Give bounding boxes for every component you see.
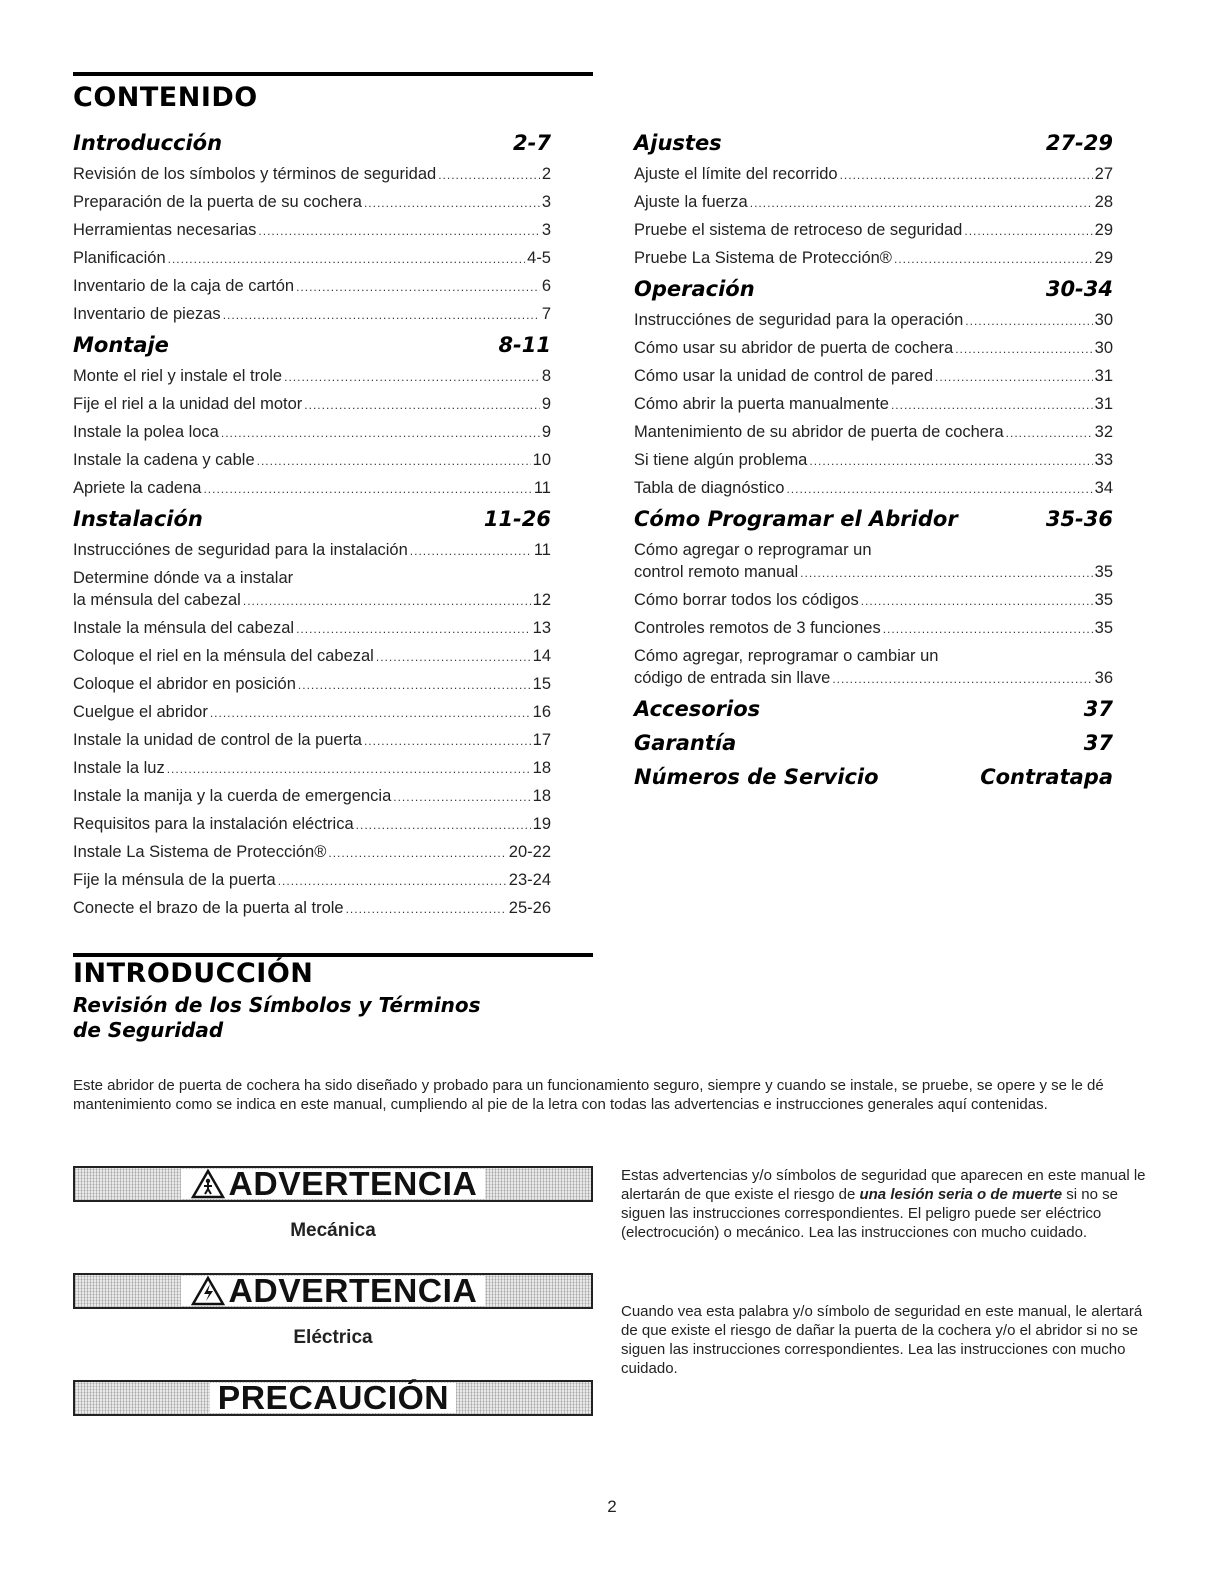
dot-leader: [410, 537, 532, 565]
introduction-subtitle: [73, 993, 593, 1043]
toc-entry-label: código de entrada sin llave: [634, 669, 831, 687]
toc-section-pages: Contratapa: [980, 765, 1113, 789]
page-number: 2: [607, 1497, 617, 1516]
dot-leader: [891, 391, 1093, 419]
toc-section-pages: 37: [1083, 731, 1113, 755]
toc-entry: [73, 160, 551, 188]
toc-entry: [73, 474, 551, 502]
dot-leader: [883, 615, 1093, 643]
dot-leader: [278, 867, 507, 895]
toc-entry-page: 35: [1094, 591, 1113, 609]
dot-leader: [955, 335, 1092, 363]
contents-top-rule: [73, 72, 593, 76]
toc-entry-page: 15: [532, 675, 551, 693]
toc-entry-label: control remoto manual: [634, 563, 799, 581]
dot-leader: [328, 839, 506, 867]
subtitle-line-2: de Seguridad: [73, 1018, 224, 1042]
toc-entry: [634, 244, 1113, 272]
toc-entry-page: 29: [1094, 221, 1113, 239]
toc-entry-label: Instale la polea loca: [73, 423, 219, 441]
warning-person-icon: [191, 1169, 225, 1199]
toc-entry-page: 8: [541, 367, 551, 385]
dot-leader: [356, 811, 531, 839]
toc-entry: [634, 536, 1113, 586]
toc-entry-label: Coloque el riel en la ménsula del cabezal: [73, 647, 374, 665]
dot-leader: [965, 307, 1092, 335]
toc-entry-page: 17: [532, 731, 551, 749]
toc-section-title: Instalación: [73, 507, 203, 531]
toc-entry-first-line: Cómo agregar, reprogramar o cambiar un: [634, 647, 939, 665]
toc-entry-label: Pruebe el sistema de retroceso de seguridad: [634, 221, 963, 239]
warning-explanation-emphasis: una lesión seria o de muerte: [859, 1186, 1063, 1203]
banner-text: PRECAUCIÓN: [217, 1379, 449, 1416]
toc-entry: [73, 564, 551, 614]
toc-entry-page: 35: [1094, 619, 1113, 637]
toc-entry-page: 33: [1094, 451, 1113, 469]
toc-entry-page: 25-26: [508, 899, 551, 917]
toc-entry-page: 30: [1094, 311, 1113, 329]
toc-entry-label: Controles remotos de 3 funciones: [634, 619, 881, 637]
toc-right-column: [634, 126, 1113, 794]
toc-entry-page: 31: [1094, 367, 1113, 385]
toc-entry: [73, 782, 551, 810]
toc-entry-label: Fije el riel a la unidad del motor: [73, 395, 303, 413]
toc-entry-page: 18: [532, 759, 551, 777]
dot-leader: [840, 161, 1093, 189]
toc-entry-label: Apriete la cadena: [73, 479, 202, 497]
toc-section-title: Cómo Programar el Abridor: [634, 507, 958, 531]
toc-section-pages: 8-11: [498, 333, 551, 357]
toc-section-heading: [634, 692, 1113, 726]
toc-entry-label: Mantenimiento de su abridor de puerta de cochera: [634, 423, 1004, 441]
toc-entry-label: Instale la luz: [73, 759, 165, 777]
toc-entry: [73, 272, 551, 300]
toc-entry-label: Ajuste el límite del recorrido: [634, 165, 838, 183]
dot-leader: [786, 475, 1092, 503]
toc-section-heading: [73, 126, 551, 160]
toc-entry: [73, 698, 551, 726]
introduction-paragraph: Este abridor de puerta de cochera ha sido diseñado y probado para un funcionamiento seguro, siempre y cuando se instale, se pruebe, se opere y se le dé mantenimiento como se indica en este manual, cumpliendo al pie de la letra con todas las advertencias e instrucciones generales aquí contenidas.: [73, 1077, 1104, 1113]
toc-entry-page: 3: [541, 221, 551, 239]
electrical-warning-icon: [191, 1276, 225, 1306]
dot-leader: [257, 447, 531, 475]
toc-section-heading: [73, 502, 551, 536]
toc-entry: [73, 390, 551, 418]
toc-entry: [634, 390, 1113, 418]
toc-section-title: Ajustes: [634, 131, 722, 155]
toc-entry: [73, 838, 551, 866]
toc-entry-label: Ajuste la fuerza: [634, 193, 748, 211]
banner-text: ADVERTENCIA: [228, 1165, 478, 1202]
toc-entry-label: Pruebe La Sistema de Protección®: [634, 249, 892, 267]
dot-leader: [894, 245, 1093, 273]
toc-entry-label: Si tiene algún problema: [634, 451, 808, 469]
toc-entry-page: 4-5: [527, 249, 551, 267]
banner-label: [181, 1272, 485, 1309]
toc-entry: [73, 866, 551, 894]
toc-entry: [634, 362, 1113, 390]
dot-leader: [438, 161, 540, 189]
warning-explanation-part2: si no se siguen las instrucciones correspondientes. El peligro puede ser eléctrico (electrocución) o mecánico. Lea las instrucciones con mucho cuidado.: [621, 1186, 1118, 1241]
dot-leader: [296, 273, 540, 301]
banner-caption-mechanical: Mecánica: [290, 1220, 376, 1241]
toc-entry: [634, 188, 1113, 216]
toc-entry-label: Planificación: [73, 249, 166, 267]
toc-entry: [73, 536, 551, 564]
toc-entry-page: 11: [533, 541, 551, 559]
toc-section-title: Accesorios: [634, 697, 761, 721]
toc-entry-label: Conecte el brazo de la puerta al trole: [73, 899, 344, 917]
toc-section-title: Números de Servicio: [634, 765, 879, 789]
toc-entry-page: 2: [541, 165, 551, 183]
toc-entry-page: 19: [532, 815, 551, 833]
banner-label: [181, 1165, 485, 1202]
dot-leader: [393, 783, 530, 811]
toc-entry-label: Monte el riel y instale el trole: [73, 367, 283, 385]
toc-entry: [73, 216, 551, 244]
toc-entry: [73, 754, 551, 782]
toc-section-heading: [634, 760, 1113, 794]
banner-caption-electrical: Eléctrica: [293, 1327, 373, 1348]
warning-explanation-part1: Estas advertencias y/o símbolos de seguridad que aparecen en este manual le alertarán de que existe el riesgo de: [621, 1167, 1146, 1203]
toc-entry: [634, 642, 1113, 692]
dot-leader: [258, 217, 539, 245]
toc-entry-page: 11: [533, 479, 551, 497]
dot-leader: [750, 189, 1093, 217]
toc-entry: [73, 642, 551, 670]
introduction-title: INTRODUCCIÓN: [73, 958, 314, 989]
warning-explanation: [621, 1166, 1151, 1242]
toc-entry-page: 30: [1094, 339, 1113, 357]
toc-entry-page: 32: [1094, 423, 1113, 441]
toc-entry-page: 3: [541, 193, 551, 211]
toc-section-heading: [634, 726, 1113, 760]
toc-entry-label: Inventario de la caja de cartón: [73, 277, 295, 295]
subtitle-line-1: Revisión de los Símbolos y Términos: [73, 993, 481, 1017]
toc-entry-page: 23-24: [508, 871, 551, 889]
dot-leader: [284, 363, 540, 391]
dot-leader: [832, 668, 1092, 690]
toc-entry: [73, 726, 551, 754]
toc-section-heading: [73, 328, 551, 362]
toc-section-pages: 2-7: [513, 131, 551, 155]
toc-entry-first-line: Determine dónde va a instalar: [73, 569, 294, 587]
toc-entry-page: 9: [541, 423, 551, 441]
toc-entry-page: 12: [532, 591, 551, 609]
toc-section-heading: [634, 126, 1113, 160]
toc-section-pages: 35-36: [1045, 507, 1113, 531]
toc-entry-first-line: Cómo agregar o reprogramar un: [634, 541, 872, 559]
toc-entry: [634, 474, 1113, 502]
toc-entry-page: 13: [532, 619, 551, 637]
dot-leader: [964, 217, 1092, 245]
dot-leader: [243, 590, 531, 612]
toc-section-title: Garantía: [634, 731, 737, 755]
toc-entry-label: Inventario de piezas: [73, 305, 221, 323]
toc-entry-label: Cómo borrar todos los códigos: [634, 591, 859, 609]
dot-leader: [203, 475, 531, 503]
dot-leader: [376, 643, 531, 671]
toc-entry-label: Revisión de los símbolos y términos de seguridad: [73, 165, 437, 183]
dot-leader: [364, 727, 531, 755]
toc-entry-label: Cómo usar la unidad de control de pared: [634, 367, 934, 385]
toc-entry-label: Fije la ménsula de la puerta: [73, 871, 276, 889]
toc-entry: [73, 446, 551, 474]
dot-leader: [168, 245, 526, 273]
toc-section-title: Operación: [634, 277, 755, 301]
toc-entry-label: Cómo usar su abridor de puerta de cochera: [634, 339, 954, 357]
warning-electrical-banner: [73, 1273, 593, 1309]
toc-entry: [73, 810, 551, 838]
toc-entry: [634, 160, 1113, 188]
toc-section-title: Introducción: [73, 131, 223, 155]
toc-entry: [634, 446, 1113, 474]
toc-entry-page: 29: [1094, 249, 1113, 267]
dot-leader: [298, 671, 531, 699]
caution-explanation: Cuando vea esta palabra y/o símbolo de seguridad en este manual, le alertará de que existe el riesgo de dañar la puerta de la cochera y/o el abridor si no se siguen las instrucciones correspondientes. Lea las instrucciones con mucho cuidado.: [621, 1303, 1143, 1377]
toc-entry-page: 34: [1094, 479, 1113, 497]
toc-entry-page: 27: [1094, 165, 1113, 183]
toc-entry: [634, 614, 1113, 642]
toc-entry: [73, 300, 551, 328]
toc-entry: [73, 188, 551, 216]
caution-banner: [73, 1380, 593, 1416]
toc-section-pages: 30-34: [1045, 277, 1113, 301]
toc-section-pages: 27-29: [1045, 131, 1113, 155]
toc-entry-label: Herramientas necesarias: [73, 221, 257, 239]
toc-entry: [73, 362, 551, 390]
toc-entry-label: Instrucciónes de seguridad para la operación: [634, 311, 964, 329]
toc-entry-label: Requisitos para la instalación eléctrica: [73, 815, 354, 833]
dot-leader: [296, 615, 531, 643]
toc-section-pages: 37: [1083, 697, 1113, 721]
toc-entry-label: Preparación de la puerta de su cochera: [73, 193, 362, 211]
toc-entry: [73, 244, 551, 272]
banner-label: [210, 1379, 457, 1416]
dot-leader: [223, 301, 540, 329]
toc-entry-page: 31: [1094, 395, 1113, 413]
toc-entry-label: Coloque el abridor en posición: [73, 675, 296, 693]
toc-entry-label: Instale la ménsula del cabezal: [73, 619, 295, 637]
dot-leader: [221, 419, 540, 447]
dot-leader: [167, 755, 531, 783]
contents-title: CONTENIDO: [73, 82, 258, 113]
toc-entry-label: Instale la unidad de control de la puerta: [73, 731, 362, 749]
toc-entry-page: 28: [1094, 193, 1113, 211]
toc-entry: [634, 418, 1113, 446]
toc-section-heading: [634, 502, 1113, 536]
toc-entry-label: Tabla de diagnóstico: [634, 479, 785, 497]
toc-entry-label: Instale la manija y la cuerda de emergencia: [73, 787, 392, 805]
toc-entry-page: 7: [541, 305, 551, 323]
toc-section-title: Montaje: [73, 333, 169, 357]
dot-leader: [304, 391, 540, 419]
banner-text: ADVERTENCIA: [228, 1272, 478, 1309]
toc-entry-page: 14: [532, 647, 551, 665]
toc-entry: [634, 334, 1113, 362]
toc-entry: [73, 670, 551, 698]
introduction-top-rule: [73, 953, 593, 957]
toc-entry: [73, 418, 551, 446]
toc-section-heading: [634, 272, 1113, 306]
toc-entry-label: Cuelgue el abridor: [73, 703, 208, 721]
toc-entry-page: 6: [541, 277, 551, 295]
toc-entry-page: 16: [532, 703, 551, 721]
toc-entry-page: 10: [532, 451, 551, 469]
dot-leader: [210, 699, 531, 727]
dot-leader: [1006, 419, 1093, 447]
toc-entry: [73, 614, 551, 642]
toc-entry: [634, 216, 1113, 244]
warning-mechanical-banner: [73, 1166, 593, 1202]
toc-entry-label: la ménsula del cabezal: [73, 591, 241, 609]
dot-leader: [800, 562, 1092, 584]
toc-entry-label: Instrucciónes de seguridad para la instalación: [73, 541, 408, 559]
dot-leader: [346, 895, 507, 923]
dot-leader: [935, 363, 1093, 391]
dot-leader: [809, 447, 1092, 475]
toc-left-column: [73, 126, 551, 922]
toc-entry: [73, 894, 551, 922]
toc-entry-page: 35: [1094, 563, 1113, 581]
toc-entry-label: Instale la cadena y cable: [73, 451, 255, 469]
toc-section-pages: 11-26: [483, 507, 551, 531]
toc-entry-page: 9: [541, 395, 551, 413]
toc-entry-label: Cómo abrir la puerta manualmente: [634, 395, 889, 413]
dot-leader: [364, 189, 540, 217]
toc-entry-page: 18: [532, 787, 551, 805]
toc-entry-page: 20-22: [508, 843, 551, 861]
toc-entry-label: Instale La Sistema de Protección®: [73, 843, 327, 861]
toc-entry-page: 36: [1094, 669, 1113, 687]
toc-entry: [634, 306, 1113, 334]
dot-leader: [861, 587, 1093, 615]
toc-entry: [634, 586, 1113, 614]
